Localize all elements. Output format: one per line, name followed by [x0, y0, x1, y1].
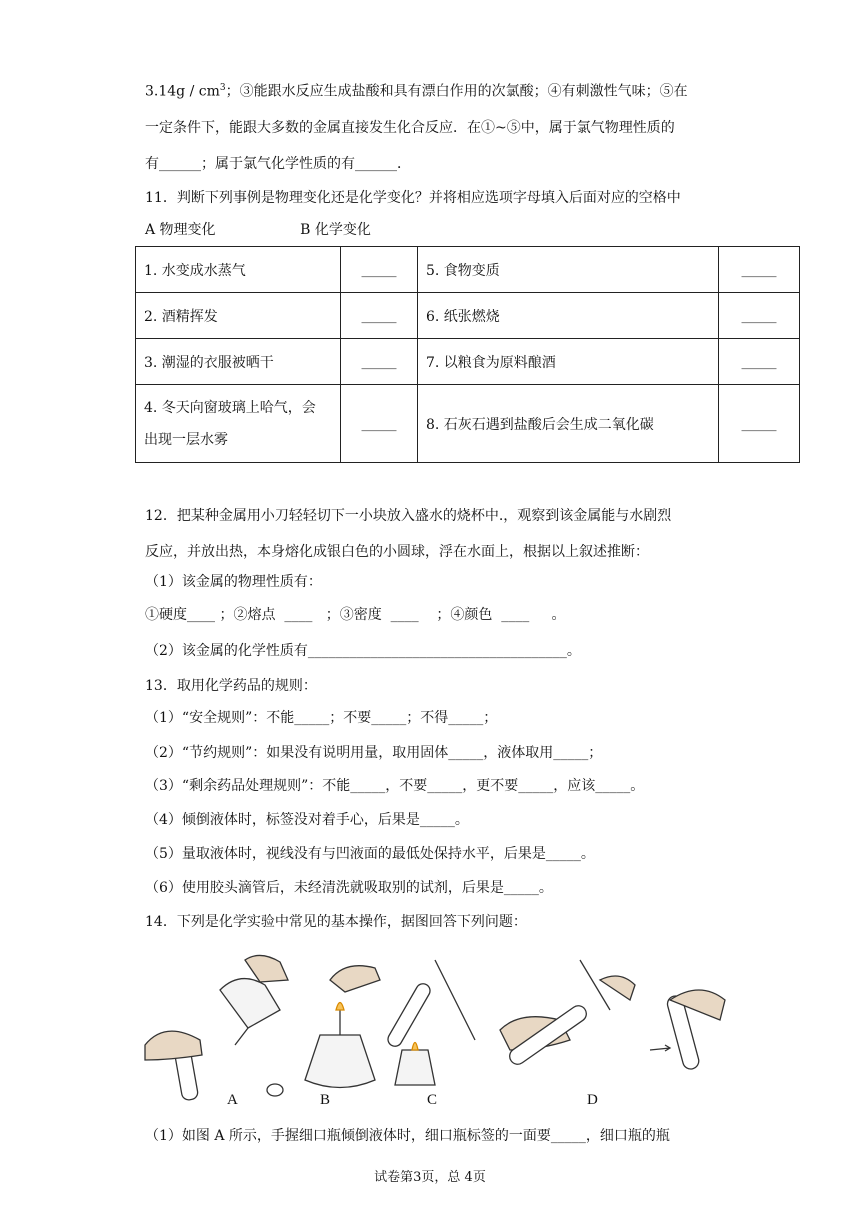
q11-intro: 11．判断下列事例是物理变化还是化学变化？并将相应选项字母填入后面对应的空格中 [145, 190, 681, 206]
q13-item-3: （3）“剩余药品处理规则”：不能_____，不要_____，更不要_____，应该_____。 [145, 778, 645, 794]
q13-item-2: （2）“节约规则”：如果没有说明用量，取用固体_____，液体取用_____； [145, 745, 603, 761]
q11-blank-5[interactable]: _____ [719, 247, 800, 293]
q11-table [135, 246, 800, 463]
table-row [136, 339, 800, 385]
q12-line4: ①硬度____ ；②熔点 ____ ；③密度 ____ ；④颜色 ____ 。 [145, 607, 566, 623]
q11-blank-1[interactable]: _____ [341, 247, 418, 293]
q11-item-7: 7. 以粮食为原料酿酒 [418, 339, 719, 385]
q14-sub1: （1）如图 A 所示，手握细口瓶倾倒液体时，细口瓶标签的一面要_____，细口瓶的瓶 [145, 1128, 670, 1144]
q11-item-5: 5. 食物变质 [418, 247, 719, 293]
figure-label-b: B [320, 1092, 331, 1108]
q10-line2: 一定条件下，能跟大多数的金属直接发生化合反应．在①~⑤中，属于氯气物理性质的 [145, 120, 675, 136]
table-row [136, 247, 800, 293]
figure-label-a: A [227, 1092, 238, 1108]
q12-line2: 反应，并放出热，本身熔化成银白色的小圆球，浮在水面上，根据以上叙述推断： [145, 544, 649, 560]
q11-item-4-line2: 出现一层水雾 [144, 431, 228, 448]
q12-line5: （2）该金属的化学性质有_____________________________________。 [145, 643, 581, 659]
q14-title: 14．下列是化学实验中常见的基本操作，据图回答下列问题： [145, 914, 527, 930]
q10-line1: $3.14g / cm^3$；③能跟水反应生成盐酸和具有漂白作用的次氯酸；④有刺激性气味；⑤在 [145, 83, 688, 100]
q13-item-5: （5）量取液体时，视线没有与凹液面的最低处保持水平，后果是_____。 [145, 846, 595, 862]
q10-line3: 有______；属于氯气化学性质的有______． [145, 156, 411, 172]
q11-blank-8[interactable]: _____ [719, 385, 800, 463]
table-row [136, 385, 800, 463]
q11-blank-7[interactable]: _____ [719, 339, 800, 385]
q12-line3: （1）该金属的物理性质有： [145, 574, 322, 590]
figure-a-pouring [145, 955, 288, 1101]
figure-label-d: D [587, 1092, 598, 1108]
q11-item-4-line1: 4. 冬天向窗玻璃上哈气，会 [144, 399, 316, 416]
figure-d-dropper-shaking [500, 960, 725, 1071]
q11-blank-4[interactable]: _____ [341, 385, 418, 463]
q11-item-2: 2. 酒精挥发 [136, 293, 341, 339]
q13-item-4: （4）倾倒液体时，标签没对着手心，后果是_____。 [145, 812, 469, 828]
q13-title: 13．取用化学药品的规则： [145, 678, 317, 694]
figure-b-alcohol-lamp [305, 966, 380, 1088]
q11-blank-6[interactable]: _____ [719, 293, 800, 339]
q11-item-1: 1. 水变成水蒸气 [136, 247, 341, 293]
q11-item-3: 3. 潮湿的衣服被晒干 [136, 339, 341, 385]
q11-item-4 [136, 385, 341, 463]
q13-item-6: （6）使用胶头滴管后，未经清洗就吸取别的试剂，后果是_____。 [145, 880, 553, 896]
q11-item-6: 6. 纸张燃烧 [418, 293, 719, 339]
lab-operations-figure [140, 950, 740, 1110]
figure-c-heating [385, 960, 475, 1085]
q12-line1: 12．把某种金属用小刀轻轻切下一小块放入盛水的烧杯中.，观察到该金属能与水剧烈 [145, 508, 672, 524]
q11-blank-2[interactable]: _____ [341, 293, 418, 339]
q13-item-1: （1）“安全规则”：不能_____；不要_____；不得_____； [145, 710, 498, 726]
q11-blank-3[interactable]: _____ [341, 339, 418, 385]
page-footer: 试卷第3页，总 4页 [374, 1170, 486, 1185]
table-row [136, 293, 800, 339]
figure-label-c: C [427, 1092, 438, 1108]
q11-options: A 物理变化 B 化学变化 [145, 222, 371, 238]
q11-item-8: 8. 石灰石遇到盐酸后会生成二氧化碳 [418, 385, 719, 463]
